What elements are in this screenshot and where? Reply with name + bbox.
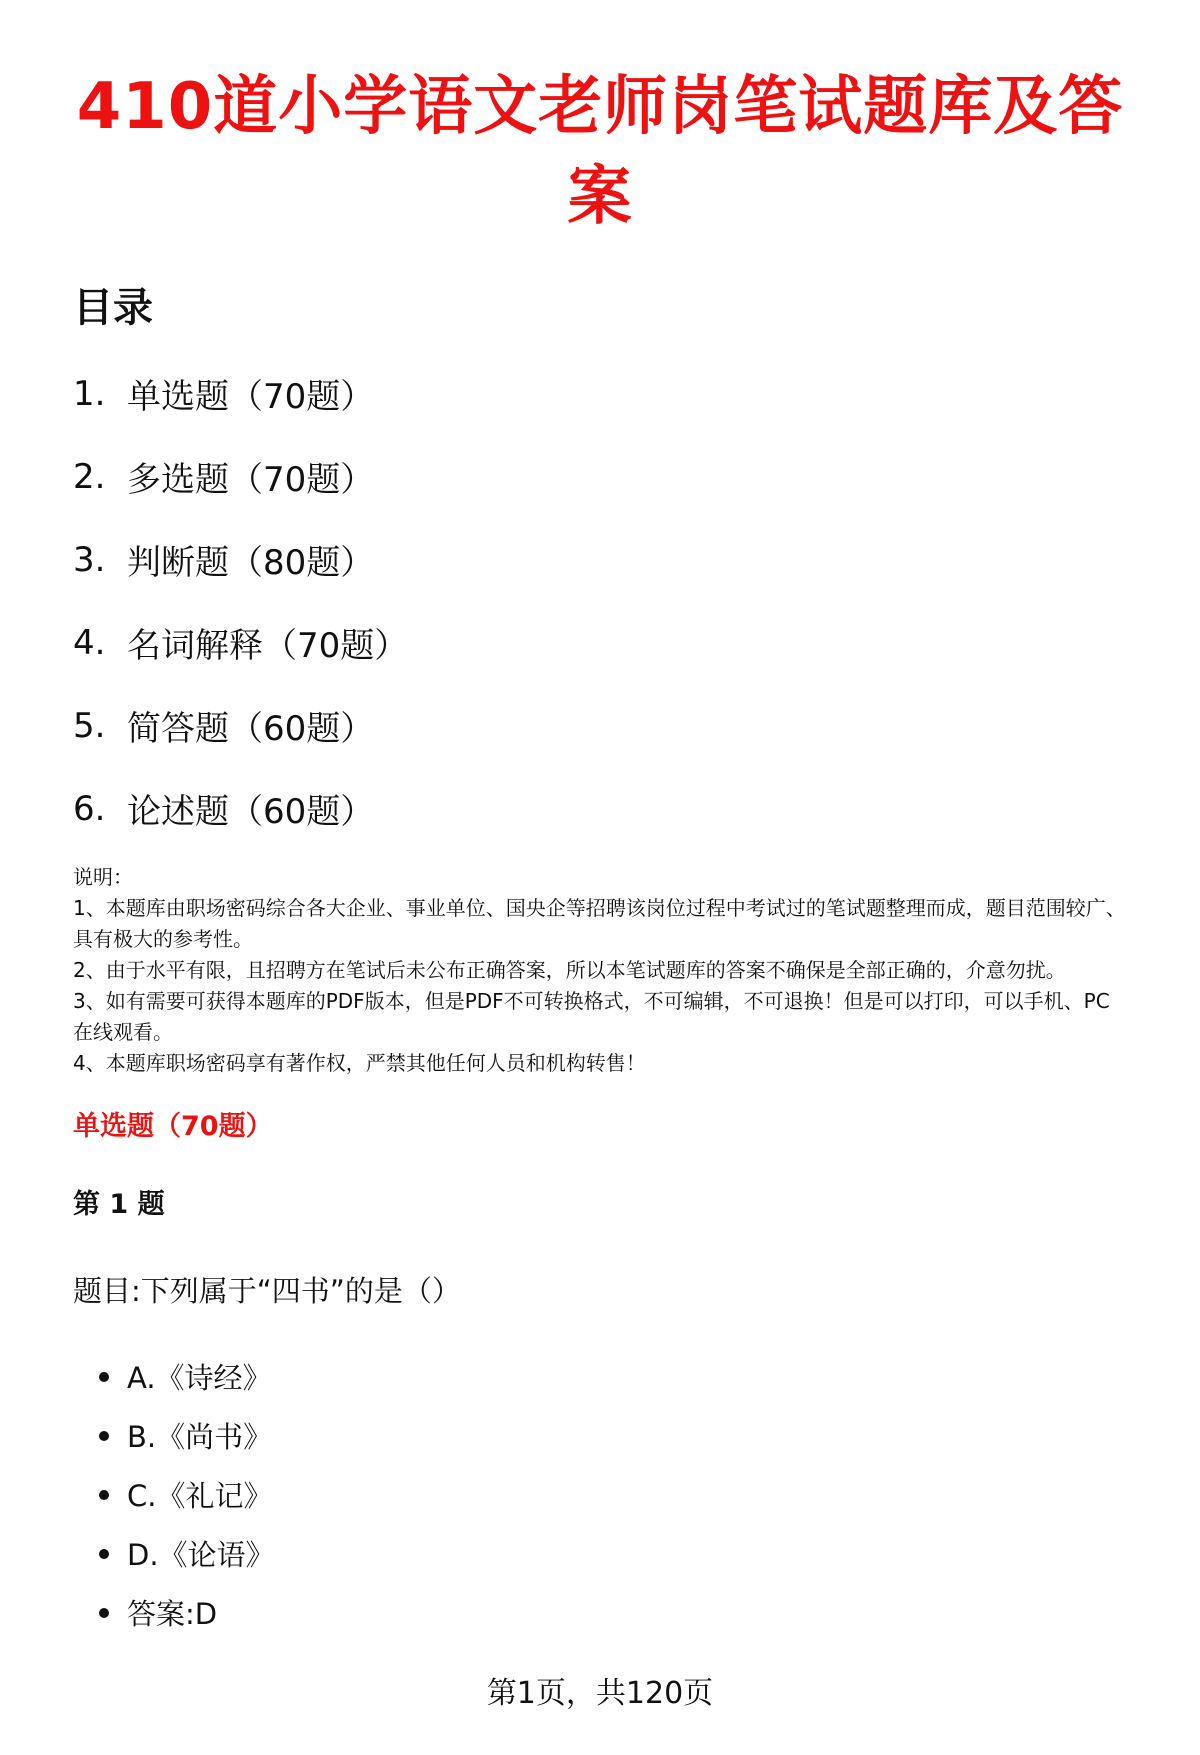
toc-list — [73, 352, 1127, 850]
option-item — [73, 1347, 1127, 1406]
toc-item[interactable] — [73, 684, 1127, 767]
section-heading: 单选题（70题） — [73, 1111, 273, 1142]
toc-item-number: 1. — [73, 373, 106, 414]
toc-heading: 目录 — [73, 285, 153, 331]
bullet-icon — [99, 1490, 109, 1500]
option-item — [73, 1406, 1127, 1465]
notes-heading: 说明： — [73, 865, 133, 889]
bullet-icon — [99, 1431, 109, 1441]
toc-item-label: 多选题（70题） — [127, 460, 375, 500]
option-text: B.《尚书》 — [127, 1420, 273, 1454]
toc-item[interactable] — [73, 601, 1127, 684]
bullet-icon — [99, 1608, 109, 1618]
notes-line: 1、本题库由职场密码综合各大企业、事业单位、国央企等招聘该岗位过程中考试过的笔试题整理而成，题目范围较广、具有极大的参考性。 — [73, 896, 1126, 951]
page-footer: 第1页，共120页 — [486, 1676, 714, 1711]
notes-line: 4、本题库职场密码享有著作权，严禁其他任何人员和机构转售！ — [73, 1051, 646, 1075]
toc-item[interactable] — [73, 352, 1127, 435]
toc-item[interactable] — [73, 767, 1127, 850]
option-item — [73, 1524, 1127, 1583]
answer-text: 答案:D — [127, 1597, 218, 1631]
option-text: D.《论语》 — [127, 1538, 275, 1572]
toc-item-number: 2. — [73, 456, 106, 497]
question-text: 题目:下列属于“四书”的是（） — [73, 1274, 461, 1308]
toc-item-number: 6. — [73, 788, 106, 829]
option-text: C.《礼记》 — [127, 1479, 273, 1513]
notes-block — [73, 862, 1127, 1079]
option-list — [73, 1347, 1127, 1642]
notes-line: 2、由于水平有限，且招聘方在笔试后未公布正确答案，所以本笔试题库的答案不确保是全部正确的，介意勿扰。 — [73, 958, 1066, 982]
toc-item-number: 3. — [73, 539, 106, 580]
toc-item-label: 论述题（60题） — [127, 792, 375, 832]
toc-item[interactable] — [73, 435, 1127, 518]
notes-line: 3、如有需要可获得本题库的PDF版本，但是PDF不可转换格式，不可编辑，不可退换！但是可以打印，可以手机、PC在线观看。 — [73, 989, 1110, 1044]
toc-item-label: 名词解释（70题） — [127, 626, 409, 666]
toc-item-number: 4. — [73, 622, 106, 663]
option-item — [73, 1465, 1127, 1524]
toc-item-number: 5. — [73, 705, 106, 746]
question-heading: 第 1 题 — [73, 1189, 165, 1220]
toc-item-label: 判断题（80题） — [127, 543, 375, 583]
toc-item-label: 简答题（60题） — [127, 709, 375, 749]
bullet-icon — [99, 1549, 109, 1559]
bullet-icon — [99, 1372, 109, 1382]
toc-item[interactable] — [73, 518, 1127, 601]
option-text: A.《诗经》 — [127, 1361, 272, 1395]
answer-item — [73, 1583, 1127, 1642]
toc-item-label: 单选题（70题） — [127, 377, 375, 417]
document-title: 410道小学语文老师岗笔试题库及答案 — [76, 70, 1124, 234]
